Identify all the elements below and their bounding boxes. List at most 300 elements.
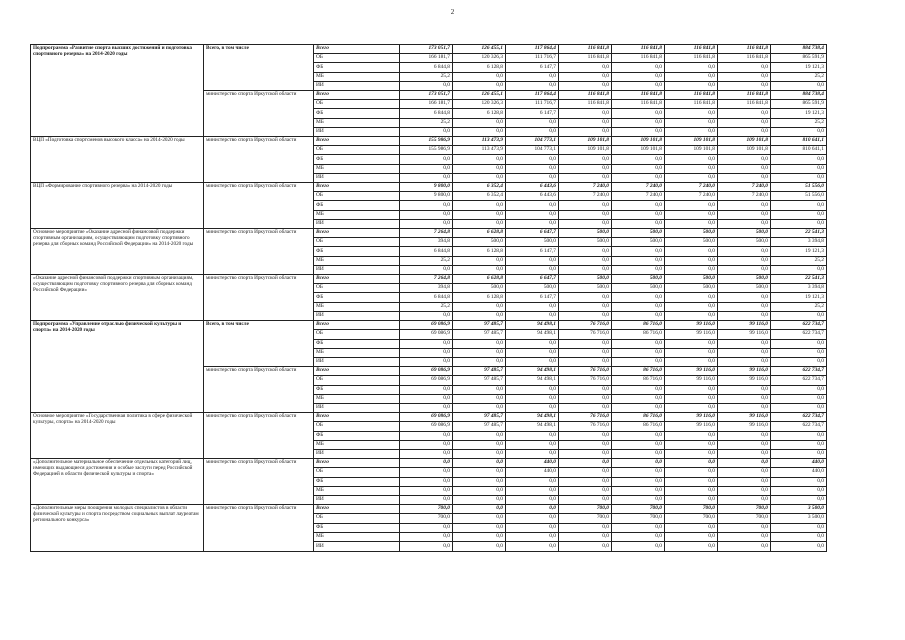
- amount-cell: 0,0: [506, 440, 559, 449]
- amount-cell: 0,0: [506, 385, 559, 394]
- funding-source-cell: ОБ: [314, 422, 400, 431]
- funding-source-cell: ОБ: [314, 100, 400, 109]
- amount-cell: 0,0: [506, 256, 559, 265]
- amount-cell: 109 101,8: [718, 137, 771, 146]
- amount-cell: 0,0: [665, 459, 718, 468]
- amount-cell: 0,0: [559, 394, 612, 403]
- amount-cell: 500,0: [718, 284, 771, 293]
- amount-cell: 116 841,8: [612, 54, 665, 63]
- amount-cell: 0,0: [612, 495, 665, 504]
- amount-cell: 0,0: [771, 394, 827, 403]
- amount-cell: 0,0: [506, 311, 559, 320]
- amount-cell: 0,0: [612, 293, 665, 302]
- amount-cell: 126 455,1: [453, 91, 506, 100]
- amount-cell: 0,0: [665, 63, 718, 72]
- amount-cell: 0,0: [453, 265, 506, 274]
- amount-cell: 99 116,0: [665, 367, 718, 376]
- funding-source-cell: ИИ: [314, 403, 400, 412]
- amount-cell: 116 841,8: [718, 54, 771, 63]
- program-title: Подпрограмма «Развитие спорта высших достижений и подготовка спортивного резерва» на 2014-2020 годы: [31, 45, 204, 137]
- amount-cell: 120 326,3: [453, 100, 506, 109]
- amount-cell: 7 240,0: [665, 183, 718, 192]
- amount-cell: 0,0: [718, 486, 771, 495]
- amount-cell: 0,0: [665, 449, 718, 458]
- amount-cell: 0,0: [453, 348, 506, 357]
- amount-cell: 0,0: [665, 164, 718, 173]
- amount-cell: 97 485,7: [453, 367, 506, 376]
- amount-cell: 0,0: [665, 339, 718, 348]
- amount-cell: 0,0: [559, 81, 612, 90]
- funding-source-cell: Всего: [314, 321, 400, 330]
- amount-cell: 0,0: [453, 541, 506, 551]
- amount-cell: 69 086,9: [400, 330, 453, 339]
- amount-cell: 0,0: [400, 468, 453, 477]
- amount-cell: 109 101,8: [559, 146, 612, 155]
- funding-source-cell: ОБ: [314, 284, 400, 293]
- amount-cell: 0,0: [559, 72, 612, 81]
- amount-cell: 0,0: [453, 339, 506, 348]
- amount-cell: 7 240,0: [559, 183, 612, 192]
- amount-cell: 69 086,9: [400, 321, 453, 330]
- amount-cell: 0,0: [665, 440, 718, 449]
- funding-source-cell: Всего: [314, 367, 400, 376]
- amount-cell: 0,0: [559, 302, 612, 311]
- amount-cell: 6 647,7: [506, 229, 559, 238]
- table-row: [31, 413, 827, 422]
- amount-cell: 0,0: [665, 403, 718, 412]
- amount-cell: 76 716,0: [559, 330, 612, 339]
- amount-cell: 6 147,7: [506, 63, 559, 72]
- funding-source-cell: ОБ: [314, 192, 400, 201]
- amount-cell: 22 541,3: [771, 275, 827, 284]
- funding-source-cell: ОБ: [314, 238, 400, 247]
- amount-cell: 0,0: [453, 302, 506, 311]
- amount-cell: 394,8: [400, 238, 453, 247]
- amount-cell: 0,0: [612, 311, 665, 320]
- amount-cell: 116 841,8: [718, 100, 771, 109]
- table-row: [31, 321, 827, 330]
- amount-cell: 440,0: [771, 459, 827, 468]
- funding-source-cell: ФБ: [314, 477, 400, 486]
- funding-source-cell: Всего: [314, 183, 400, 192]
- amount-cell: 700,0: [718, 514, 771, 523]
- amount-cell: 117 864,4: [506, 91, 559, 100]
- amount-cell: 0,0: [771, 201, 827, 210]
- amount-cell: 99 116,0: [718, 367, 771, 376]
- amount-cell: 700,0: [718, 505, 771, 514]
- amount-cell: 0,0: [559, 495, 612, 504]
- amount-cell: 500,0: [718, 238, 771, 247]
- amount-cell: 0,0: [506, 155, 559, 164]
- amount-cell: 69 086,9: [400, 367, 453, 376]
- amount-cell: 0,0: [559, 532, 612, 541]
- amount-cell: 0,0: [453, 164, 506, 173]
- amount-cell: 6 352,4: [453, 183, 506, 192]
- amount-cell: 86 716,0: [612, 321, 665, 330]
- amount-cell: 0,0: [665, 431, 718, 440]
- amount-cell: 86 716,0: [612, 376, 665, 385]
- amount-cell: 0,0: [506, 532, 559, 541]
- amount-cell: 94 498,1: [506, 376, 559, 385]
- amount-cell: 0,0: [400, 357, 453, 366]
- amount-cell: 0,0: [718, 256, 771, 265]
- amount-cell: 6 844,8: [400, 63, 453, 72]
- amount-cell: 0,0: [453, 155, 506, 164]
- amount-cell: 0,0: [559, 459, 612, 468]
- amount-cell: 0,0: [400, 127, 453, 136]
- amount-cell: 0,0: [718, 164, 771, 173]
- amount-cell: 0,0: [453, 403, 506, 412]
- amount-cell: 0,0: [771, 495, 827, 504]
- amount-cell: 7 240,0: [718, 183, 771, 192]
- amount-cell: 0,0: [718, 449, 771, 458]
- amount-cell: 500,0: [453, 284, 506, 293]
- amount-cell: 6 352,4: [453, 192, 506, 201]
- amount-cell: 622 734,7: [771, 330, 827, 339]
- amount-cell: 0,0: [559, 348, 612, 357]
- amount-cell: 173 051,7: [400, 45, 453, 54]
- amount-cell: 3 500,0: [771, 505, 827, 514]
- amount-cell: 6 844,8: [400, 109, 453, 118]
- amount-cell: 0,0: [400, 459, 453, 468]
- funding-source-cell: Всего: [314, 137, 400, 146]
- amount-cell: 0,0: [559, 486, 612, 495]
- amount-cell: 0,0: [771, 219, 827, 228]
- amount-cell: 86 716,0: [612, 413, 665, 422]
- amount-cell: 0,0: [612, 173, 665, 182]
- amount-cell: 0,0: [612, 403, 665, 412]
- executor-cell: министерство спорта Иркутской области: [204, 459, 314, 505]
- amount-cell: 500,0: [612, 275, 665, 284]
- amount-cell: 0,0: [559, 219, 612, 228]
- amount-cell: 69 086,9: [400, 376, 453, 385]
- amount-cell: 700,0: [612, 514, 665, 523]
- amount-cell: 0,0: [665, 72, 718, 81]
- amount-cell: 0,0: [453, 505, 506, 514]
- amount-cell: 0,0: [718, 127, 771, 136]
- executor-cell: министерство спорта Иркутской области: [204, 367, 314, 413]
- amount-cell: 0,0: [400, 440, 453, 449]
- amount-cell: 0,0: [400, 311, 453, 320]
- amount-cell: 0,0: [559, 523, 612, 532]
- amount-cell: 99 116,0: [665, 330, 718, 339]
- amount-cell: 0,0: [612, 210, 665, 219]
- amount-cell: 6 128,8: [453, 247, 506, 256]
- amount-cell: 0,0: [665, 81, 718, 90]
- amount-cell: 0,0: [506, 81, 559, 90]
- funding-source-cell: МБ: [314, 118, 400, 127]
- amount-cell: 0,0: [559, 440, 612, 449]
- amount-cell: 700,0: [665, 514, 718, 523]
- amount-cell: 116 841,8: [559, 91, 612, 100]
- amount-cell: 0,0: [400, 541, 453, 551]
- amount-cell: 3 500,0: [771, 514, 827, 523]
- amount-cell: 0,0: [612, 486, 665, 495]
- amount-cell: 0,0: [771, 532, 827, 541]
- amount-cell: 700,0: [559, 505, 612, 514]
- amount-cell: 76 716,0: [559, 321, 612, 330]
- amount-cell: 0,0: [665, 348, 718, 357]
- amount-cell: 0,0: [771, 155, 827, 164]
- executor-cell: министерство спорта Иркутской области: [204, 183, 314, 229]
- amount-cell: 0,0: [506, 127, 559, 136]
- amount-cell: 0,0: [771, 339, 827, 348]
- amount-cell: 0,0: [771, 385, 827, 394]
- amount-cell: 7 264,8: [400, 275, 453, 284]
- amount-cell: 0,0: [665, 486, 718, 495]
- amount-cell: 0,0: [400, 81, 453, 90]
- amount-cell: 0,0: [506, 523, 559, 532]
- amount-cell: 0,0: [506, 72, 559, 81]
- amount-cell: 3 394,8: [771, 284, 827, 293]
- amount-cell: 6 647,7: [506, 275, 559, 284]
- funding-source-cell: ИИ: [314, 495, 400, 504]
- program-title: ВЦП «Формирование спортивного резерва» на 2014-2020 годы: [31, 183, 204, 229]
- amount-cell: 0,0: [718, 81, 771, 90]
- amount-cell: 99 116,0: [718, 422, 771, 431]
- amount-cell: 0,0: [718, 219, 771, 228]
- amount-cell: 116 841,8: [612, 45, 665, 54]
- amount-cell: 99 116,0: [665, 321, 718, 330]
- amount-cell: 0,0: [506, 431, 559, 440]
- funding-source-cell: ИИ: [314, 357, 400, 366]
- amount-cell: 810 641,1: [771, 146, 827, 155]
- amount-cell: 0,0: [665, 357, 718, 366]
- amount-cell: 0,0: [559, 127, 612, 136]
- amount-cell: 0,0: [665, 541, 718, 551]
- amount-cell: 0,0: [612, 63, 665, 72]
- amount-cell: 0,0: [612, 357, 665, 366]
- funding-source-cell: МБ: [314, 302, 400, 311]
- amount-cell: 500,0: [718, 229, 771, 238]
- amount-cell: 76 716,0: [559, 367, 612, 376]
- amount-cell: 0,0: [612, 201, 665, 210]
- amount-cell: 7 240,0: [559, 192, 612, 201]
- amount-cell: 500,0: [559, 284, 612, 293]
- amount-cell: 0,0: [559, 357, 612, 366]
- amount-cell: 0,0: [665, 532, 718, 541]
- amount-cell: 0,0: [612, 81, 665, 90]
- amount-cell: 0,0: [559, 403, 612, 412]
- amount-cell: 0,0: [612, 72, 665, 81]
- amount-cell: 51 556,0: [771, 192, 827, 201]
- amount-cell: 700,0: [559, 514, 612, 523]
- amount-cell: 0,0: [665, 468, 718, 477]
- amount-cell: 0,0: [559, 339, 612, 348]
- amount-cell: 0,0: [665, 210, 718, 219]
- amount-cell: 99 116,0: [718, 321, 771, 330]
- funding-source-cell: МБ: [314, 210, 400, 219]
- amount-cell: 0,0: [612, 541, 665, 551]
- amount-cell: 0,0: [506, 403, 559, 412]
- funding-source-cell: МБ: [314, 486, 400, 495]
- funding-source-cell: ИИ: [314, 541, 400, 551]
- amount-cell: 0,0: [771, 523, 827, 532]
- amount-cell: 104 773,1: [506, 146, 559, 155]
- executor-cell: министерство спорта Иркутской области: [204, 505, 314, 552]
- amount-cell: 94 498,1: [506, 330, 559, 339]
- amount-cell: 0,0: [612, 109, 665, 118]
- amount-cell: 865 591,9: [771, 54, 827, 63]
- executor-cell: министерство спорта Иркутской области: [204, 91, 314, 137]
- funding-source-cell: ФБ: [314, 63, 400, 72]
- amount-cell: 0,0: [665, 247, 718, 256]
- amount-cell: 440,0: [506, 459, 559, 468]
- funding-source-cell: ИИ: [314, 449, 400, 458]
- amount-cell: 25,2: [771, 256, 827, 265]
- amount-cell: 109 101,8: [612, 137, 665, 146]
- amount-cell: 0,0: [559, 247, 612, 256]
- amount-cell: 500,0: [559, 229, 612, 238]
- amount-cell: 0,0: [559, 385, 612, 394]
- amount-cell: 0,0: [559, 155, 612, 164]
- funding-source-cell: ФБ: [314, 523, 400, 532]
- amount-cell: 0,0: [506, 449, 559, 458]
- funding-source-cell: ФБ: [314, 293, 400, 302]
- amount-cell: 0,0: [612, 164, 665, 173]
- funding-source-cell: ОБ: [314, 146, 400, 155]
- amount-cell: 0,0: [559, 431, 612, 440]
- funding-source-cell: ОБ: [314, 54, 400, 63]
- funding-source-cell: МБ: [314, 164, 400, 173]
- amount-cell: 7 240,0: [612, 192, 665, 201]
- funding-source-cell: МБ: [314, 532, 400, 541]
- amount-cell: 0,0: [400, 210, 453, 219]
- amount-cell: 0,0: [506, 495, 559, 504]
- funding-source-cell: МБ: [314, 394, 400, 403]
- amount-cell: 0,0: [612, 339, 665, 348]
- amount-cell: 6 147,7: [506, 109, 559, 118]
- amount-cell: 6 128,8: [453, 293, 506, 302]
- amount-cell: 0,0: [400, 155, 453, 164]
- amount-cell: 0,0: [771, 164, 827, 173]
- amount-cell: 0,0: [718, 431, 771, 440]
- amount-cell: 0,0: [400, 523, 453, 532]
- amount-cell: 500,0: [506, 284, 559, 293]
- amount-cell: 22 541,3: [771, 229, 827, 238]
- amount-cell: 0,0: [453, 440, 506, 449]
- amount-cell: 76 716,0: [559, 413, 612, 422]
- amount-cell: 0,0: [453, 201, 506, 210]
- amount-cell: 97 485,7: [453, 413, 506, 422]
- amount-cell: 0,0: [453, 394, 506, 403]
- amount-cell: 0,0: [771, 348, 827, 357]
- funding-source-cell: МБ: [314, 348, 400, 357]
- amount-cell: 0,0: [718, 339, 771, 348]
- amount-cell: 6 147,7: [506, 293, 559, 302]
- amount-cell: 0,0: [506, 164, 559, 173]
- amount-cell: 9 800,0: [400, 183, 453, 192]
- amount-cell: 0,0: [771, 265, 827, 274]
- amount-cell: 7 240,0: [665, 192, 718, 201]
- amount-cell: 25,2: [771, 118, 827, 127]
- amount-cell: 0,0: [400, 339, 453, 348]
- amount-cell: 94 498,1: [506, 367, 559, 376]
- amount-cell: 0,0: [400, 219, 453, 228]
- amount-cell: 0,0: [718, 293, 771, 302]
- amount-cell: 622 734,7: [771, 413, 827, 422]
- amount-cell: 6 628,8: [453, 229, 506, 238]
- amount-cell: 0,0: [665, 219, 718, 228]
- amount-cell: 0,0: [453, 311, 506, 320]
- amount-cell: 94 498,1: [506, 422, 559, 431]
- amount-cell: 0,0: [559, 210, 612, 219]
- amount-cell: 0,0: [453, 118, 506, 127]
- amount-cell: 25,2: [400, 256, 453, 265]
- amount-cell: 99 116,0: [665, 422, 718, 431]
- amount-cell: 0,0: [506, 302, 559, 311]
- amount-cell: 0,0: [771, 311, 827, 320]
- amount-cell: 116 841,8: [665, 100, 718, 109]
- amount-cell: 0,0: [718, 63, 771, 72]
- amount-cell: 173 051,7: [400, 91, 453, 100]
- amount-cell: 6 844,8: [400, 293, 453, 302]
- amount-cell: 865 591,9: [771, 100, 827, 109]
- amount-cell: 0,0: [771, 431, 827, 440]
- funding-source-cell: ФБ: [314, 339, 400, 348]
- amount-cell: 6 128,8: [453, 109, 506, 118]
- amount-cell: 86 716,0: [612, 330, 665, 339]
- amount-cell: 0,0: [612, 440, 665, 449]
- amount-cell: 700,0: [665, 505, 718, 514]
- amount-cell: 0,0: [453, 219, 506, 228]
- amount-cell: 0,0: [400, 348, 453, 357]
- amount-cell: 0,0: [559, 109, 612, 118]
- amount-cell: 109 101,8: [718, 146, 771, 155]
- funding-source-cell: ИИ: [314, 311, 400, 320]
- amount-cell: 0,0: [453, 127, 506, 136]
- amount-cell: 0,0: [612, 523, 665, 532]
- amount-cell: 0,0: [453, 256, 506, 265]
- amount-cell: 500,0: [612, 229, 665, 238]
- amount-cell: 0,0: [506, 357, 559, 366]
- funding-source-cell: Всего: [314, 413, 400, 422]
- amount-cell: 104 773,1: [506, 137, 559, 146]
- amount-cell: 0,0: [612, 256, 665, 265]
- funding-source-cell: ОБ: [314, 468, 400, 477]
- amount-cell: 116 841,8: [718, 45, 771, 54]
- amount-cell: 0,0: [718, 394, 771, 403]
- amount-cell: 0,0: [612, 247, 665, 256]
- amount-cell: 0,0: [612, 477, 665, 486]
- amount-cell: 116 841,8: [718, 91, 771, 100]
- amount-cell: 0,0: [453, 459, 506, 468]
- amount-cell: 0,0: [718, 201, 771, 210]
- amount-cell: 99 116,0: [718, 330, 771, 339]
- amount-cell: 0,0: [718, 532, 771, 541]
- amount-cell: 884 738,4: [771, 91, 827, 100]
- amount-cell: 0,0: [665, 256, 718, 265]
- amount-cell: 0,0: [718, 440, 771, 449]
- amount-cell: 0,0: [612, 155, 665, 164]
- amount-cell: 111 716,7: [506, 100, 559, 109]
- amount-cell: 440,0: [506, 468, 559, 477]
- amount-cell: 0,0: [718, 468, 771, 477]
- amount-cell: 440,0: [771, 468, 827, 477]
- amount-cell: 0,0: [771, 440, 827, 449]
- amount-cell: 0,0: [453, 532, 506, 541]
- executor-cell: министерство спорта Иркутской области: [204, 229, 314, 275]
- amount-cell: 500,0: [718, 275, 771, 284]
- amount-cell: 0,0: [718, 403, 771, 412]
- amount-cell: 0,0: [453, 431, 506, 440]
- amount-cell: 0,0: [400, 173, 453, 182]
- amount-cell: 0,0: [506, 339, 559, 348]
- amount-cell: 394,8: [400, 284, 453, 293]
- amount-cell: 0,0: [400, 403, 453, 412]
- amount-cell: 0,0: [771, 210, 827, 219]
- executor-cell: Всего, в том числе: [204, 321, 314, 367]
